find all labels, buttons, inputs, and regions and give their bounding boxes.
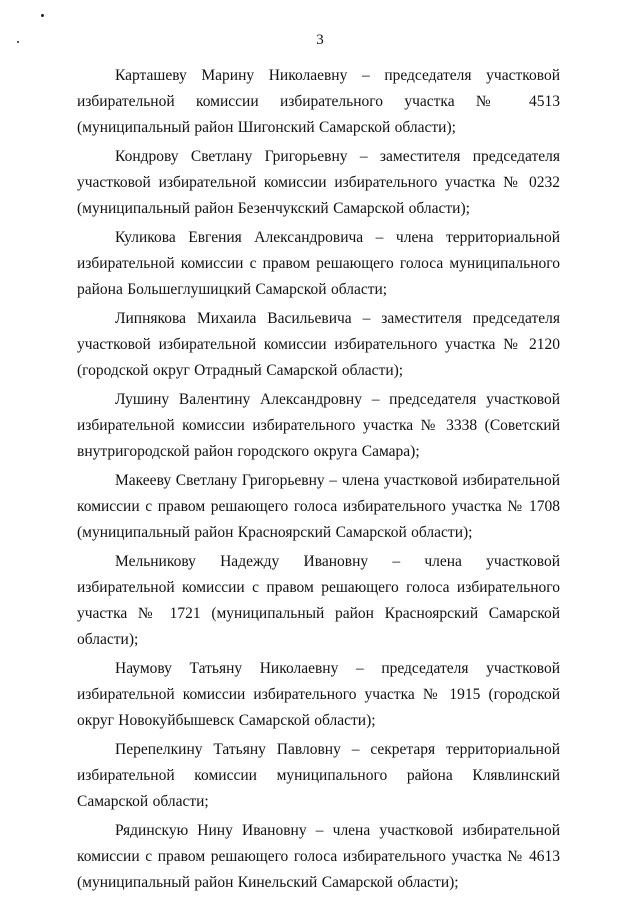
paragraph-kondrova: Кондрову Светлану Григорьевну – заместителя председателя участковой избирательной комиссии избирательного участка № 0232 (муниципальный район Безенчукский Самарской области); bbox=[77, 148, 560, 217]
document-body bbox=[77, 63, 560, 899]
paragraph-kulikov: Куликова Евгения Александровича – члена территориальной избирательной комиссии с правом решающего голоса муниципального района Большеглушицкий Самарской области; bbox=[77, 229, 560, 298]
paragraph-perepelkina: Перепелкину Татьяну Павловну – секретаря территориальной избирательной комиссии муниципального района Клявлинский Самарской области; bbox=[77, 741, 560, 810]
scan-speck-mark bbox=[41, 14, 44, 17]
paragraph-ryadinskaya: Рядинскую Нину Ивановну – члена участковой избирательной комиссии с правом решающего голоса избирательного участка № 4613 (муниципальный район Кинельский Самарской области); bbox=[77, 822, 560, 891]
paragraph-lipnyakov: Липнякова Михаила Васильевича – заместителя председателя участковой избирательной комиссии избирательного участка № 2120 (городской округ Отрадный Самарской области); bbox=[77, 310, 560, 379]
paragraph-lushina: Лушину Валентину Александровну – председателя участковой избирательной комиссии избирательного участка № 3338 (Советский внутригородской район городского округа Самара); bbox=[77, 391, 560, 460]
paragraph-melnikova: Мельникову Надежду Ивановну – члена участковой избирательной комиссии с правом решающего голоса избирательного участка № 1721 (муниципальный район Красноярский Самарской области); bbox=[77, 553, 560, 648]
page-number: 3 bbox=[316, 32, 324, 48]
paragraph-naumova: Наумову Татьяну Николаевну – председателя участковой избирательной комиссии избирательного участка № 1915 (городской округ Новокуйбышевск Самарской области); bbox=[77, 660, 560, 729]
paragraph-kartasheva: Карташеву Марину Николаевну – председателя участковой избирательной комиссии избирательного участка № 4513 (муниципальный район Шигонский Самарской области); bbox=[77, 67, 560, 136]
paragraph-makeeva: Макееву Светлану Григорьевну – члена участковой избирательной комиссии с правом решающего голоса избирательного участка № 1708 (муниципальный район Красноярский Самарской области); bbox=[77, 472, 560, 541]
